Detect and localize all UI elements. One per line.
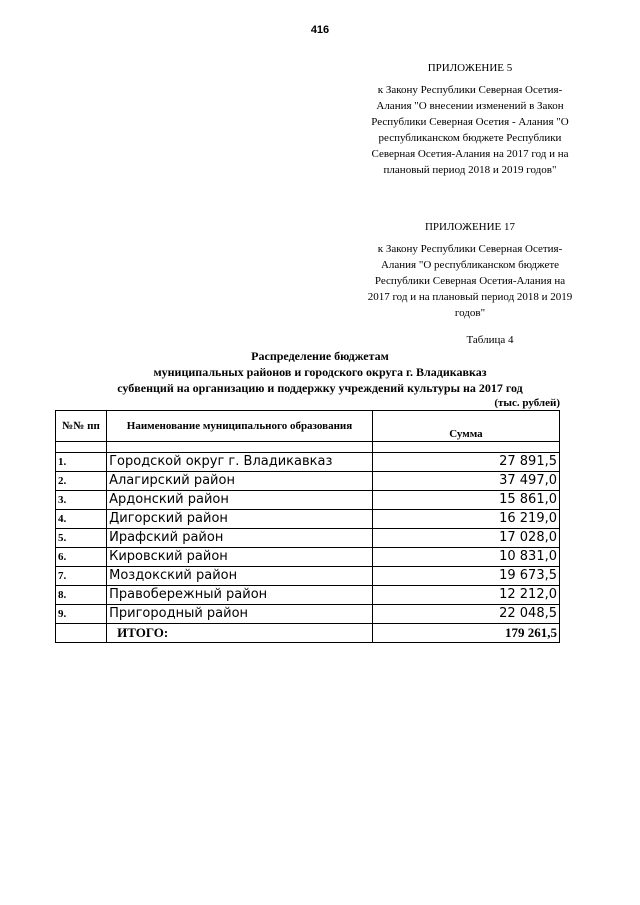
document-title [40,348,600,396]
row-sum: 27 891,5 [372,453,559,472]
row-number: 5. [56,529,107,548]
title-line-2: муниципальных районов и городского округа г. Владикавказ [153,365,487,379]
appendix-17-title: ПРИЛОЖЕНИЕ 17 [424,221,516,233]
row-name: Кировский район [107,548,373,567]
row-number: 8. [56,586,107,605]
table-row [56,491,560,510]
table-row [56,453,560,472]
table-row [56,586,560,605]
row-sum: 22 048,5 [372,605,559,624]
table-reference: Таблица 4 [466,334,514,346]
appendix-5-text: к Закону Республики Северная Осетия-Алания "О внесении изменений в Закон Республики Северная Осетия - Алания "О республиканском бюджете Республики Северная Осетия-Алания на 2017 год и на плановый период 2018 и 2019 годов" [371,84,569,176]
appendix-17-text: к Закону Республики Северная Осетия-Алания "О республиканском бюджете Республики Северная Осетия-Алания на 2017 год и на плановый период 2018 и 2019 годов" [367,243,573,319]
header-sum: Сумма [372,411,559,442]
appendix-17-block [365,219,575,321]
table-row [56,548,560,567]
total-sum: 179 261,5 [372,624,559,643]
table-row [56,472,560,491]
row-sum: 12 212,0 [372,586,559,605]
title-line-3: субвенций на организацию и поддержку учреждений культуры на 2017 год [117,381,523,395]
table-row [56,510,560,529]
row-number: 1. [56,453,107,472]
row-name: Пригородный район [107,605,373,624]
row-number: 4. [56,510,107,529]
row-sum: 10 831,0 [372,548,559,567]
row-name: Городской округ г. Владикавказ [107,453,373,472]
row-number: 9. [56,605,107,624]
row-name: Моздокский район [107,567,373,586]
table-spacer-row [56,442,560,453]
header-number: №№ пп [56,411,107,442]
subvention-table [55,410,560,643]
appendix-5-block [365,60,575,178]
row-name: Ардонский район [107,491,373,510]
table-row [56,529,560,548]
total-label: ИТОГО: [107,624,373,643]
row-name: Алагирский район [107,472,373,491]
table-header-row [56,411,560,442]
table-row [56,605,560,624]
row-number: 7. [56,567,107,586]
row-sum: 16 219,0 [372,510,559,529]
title-line-1: Распределение бюджетам [251,349,389,363]
row-sum: 19 673,5 [372,567,559,586]
row-number: 2. [56,472,107,491]
row-sum: 37 497,0 [372,472,559,491]
row-name: Правобережный район [107,586,373,605]
row-sum: 15 861,0 [372,491,559,510]
appendix-5-title: ПРИЛОЖЕНИЕ 5 [427,62,513,74]
header-name: Наименование муниципального образования [107,411,373,442]
row-number: 6. [56,548,107,567]
row-sum: 17 028,0 [372,529,559,548]
page-number: 416 [310,24,330,36]
row-name: Ирафский район [107,529,373,548]
table-total-row [56,624,560,643]
row-name: Дигорский район [107,510,373,529]
unit-label: (тыс. рублей) [494,397,560,409]
row-number: 3. [56,491,107,510]
table-row [56,567,560,586]
